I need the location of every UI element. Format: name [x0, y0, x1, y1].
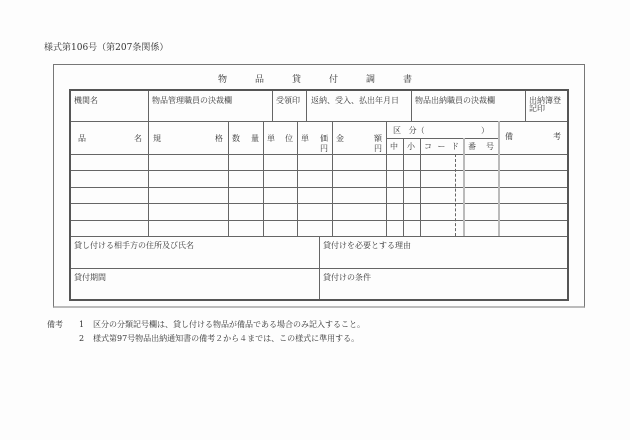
col-char: ）	[481, 126, 489, 135]
divider	[463, 138, 465, 236]
title-char: 書	[402, 75, 412, 85]
col-char: 金	[336, 134, 344, 143]
table-row-4-item[interactable]	[73, 222, 147, 235]
divider	[386, 121, 387, 236]
col-char: 考	[553, 132, 561, 141]
col-char: 額	[374, 134, 382, 143]
col-char: コ	[424, 142, 432, 151]
ledger-seal-label-line2: 記印	[529, 104, 545, 113]
table-row-2-item[interactable]	[73, 189, 147, 202]
col-category-small: 小	[407, 142, 415, 151]
return-date-label: 返納、受入、払出年月日	[311, 96, 399, 105]
title-char: 付	[328, 75, 338, 85]
col-char: ド	[451, 142, 459, 151]
form-title	[0, 72, 630, 85]
col-char: 号	[486, 142, 494, 151]
col-char: 数	[232, 134, 240, 143]
divider	[71, 220, 567, 221]
reason-label: 貸付けを必要とする理由	[323, 241, 411, 250]
note-text: 区分の分類記号欄は、貸し付ける物品が備品である場合のみ記入すること。	[93, 320, 365, 329]
note-number: 2	[79, 334, 85, 343]
col-char: 名	[134, 134, 142, 143]
title-char: 調	[365, 75, 375, 85]
col-char: 量	[251, 134, 259, 143]
col-char: 価	[320, 134, 328, 143]
col-remarks	[505, 132, 561, 141]
divider	[71, 187, 567, 188]
table-row-1-item[interactable]	[73, 172, 147, 185]
divider	[498, 121, 500, 236]
amount-yen: 円	[374, 144, 382, 153]
col-item-name	[78, 134, 142, 143]
col-char: 単	[267, 134, 275, 143]
note-text: 様式第97号物品出納通知書の備考２から４までは、この様式に準用する。	[93, 334, 360, 343]
divider	[332, 121, 333, 236]
note-item	[47, 318, 365, 332]
divider	[306, 91, 307, 121]
unit-price-yen: 円	[320, 144, 328, 153]
col-char: 番	[468, 142, 476, 151]
form-number: 様式第106号（第207条関係）	[44, 43, 169, 53]
remarks-notes	[47, 318, 365, 346]
divider	[525, 91, 526, 121]
divider	[420, 138, 421, 236]
divider	[319, 236, 320, 299]
title-char: 貸	[291, 75, 301, 85]
borrower-label: 貸し付ける相手方の住所及び氏名	[74, 241, 194, 250]
divider	[71, 170, 567, 171]
col-quantity	[232, 134, 259, 143]
col-char: 格	[215, 134, 223, 143]
note-item	[47, 332, 365, 346]
divider	[272, 91, 273, 121]
divider	[71, 154, 567, 155]
col-number	[468, 142, 494, 151]
ledger-seal-label: 出納簿登	[529, 96, 561, 105]
col-char: 分（	[408, 126, 425, 135]
col-code	[424, 142, 459, 151]
notes-label-spacer	[47, 332, 79, 346]
col-char: ー	[437, 142, 446, 151]
dashed-divider	[455, 154, 456, 236]
col-spec	[153, 134, 223, 143]
col-category-mid: 中	[390, 142, 398, 151]
divider	[403, 138, 404, 236]
col-amount	[336, 134, 382, 143]
notes-label: 備考	[47, 320, 63, 329]
col-char: 位	[285, 134, 293, 143]
divider	[297, 121, 298, 236]
col-unit-price	[301, 134, 328, 143]
divider	[263, 121, 264, 236]
property-manager-approval-label: 物品管理職員の決裁欄	[152, 96, 232, 105]
col-char: 規	[153, 134, 161, 143]
divider	[148, 121, 149, 236]
divider	[148, 91, 149, 121]
accounting-officer-approval-label: 物品出納職員の決裁欄	[415, 96, 495, 105]
title-char: 品	[254, 75, 264, 85]
col-char: 品	[78, 134, 86, 143]
divider	[411, 91, 412, 121]
table-row-3-item[interactable]	[73, 205, 147, 218]
agency-name-label: 機関名	[74, 96, 98, 105]
col-char: 区	[393, 126, 401, 135]
col-unit	[267, 134, 293, 143]
receipt-seal-label: 受領印	[276, 96, 300, 105]
divider	[71, 203, 567, 204]
title-char: 物	[217, 75, 227, 85]
col-category	[393, 126, 493, 135]
divider	[228, 121, 229, 236]
col-char: 備	[505, 132, 513, 141]
note-number: 1	[79, 320, 85, 329]
loan-table	[69, 89, 569, 301]
col-char: 単	[301, 134, 309, 143]
conditions-label: 貸付けの条件	[323, 273, 371, 282]
divider	[71, 121, 567, 122]
period-label: 貸付期間	[74, 273, 106, 282]
table-row-0-item[interactable]	[73, 156, 147, 169]
